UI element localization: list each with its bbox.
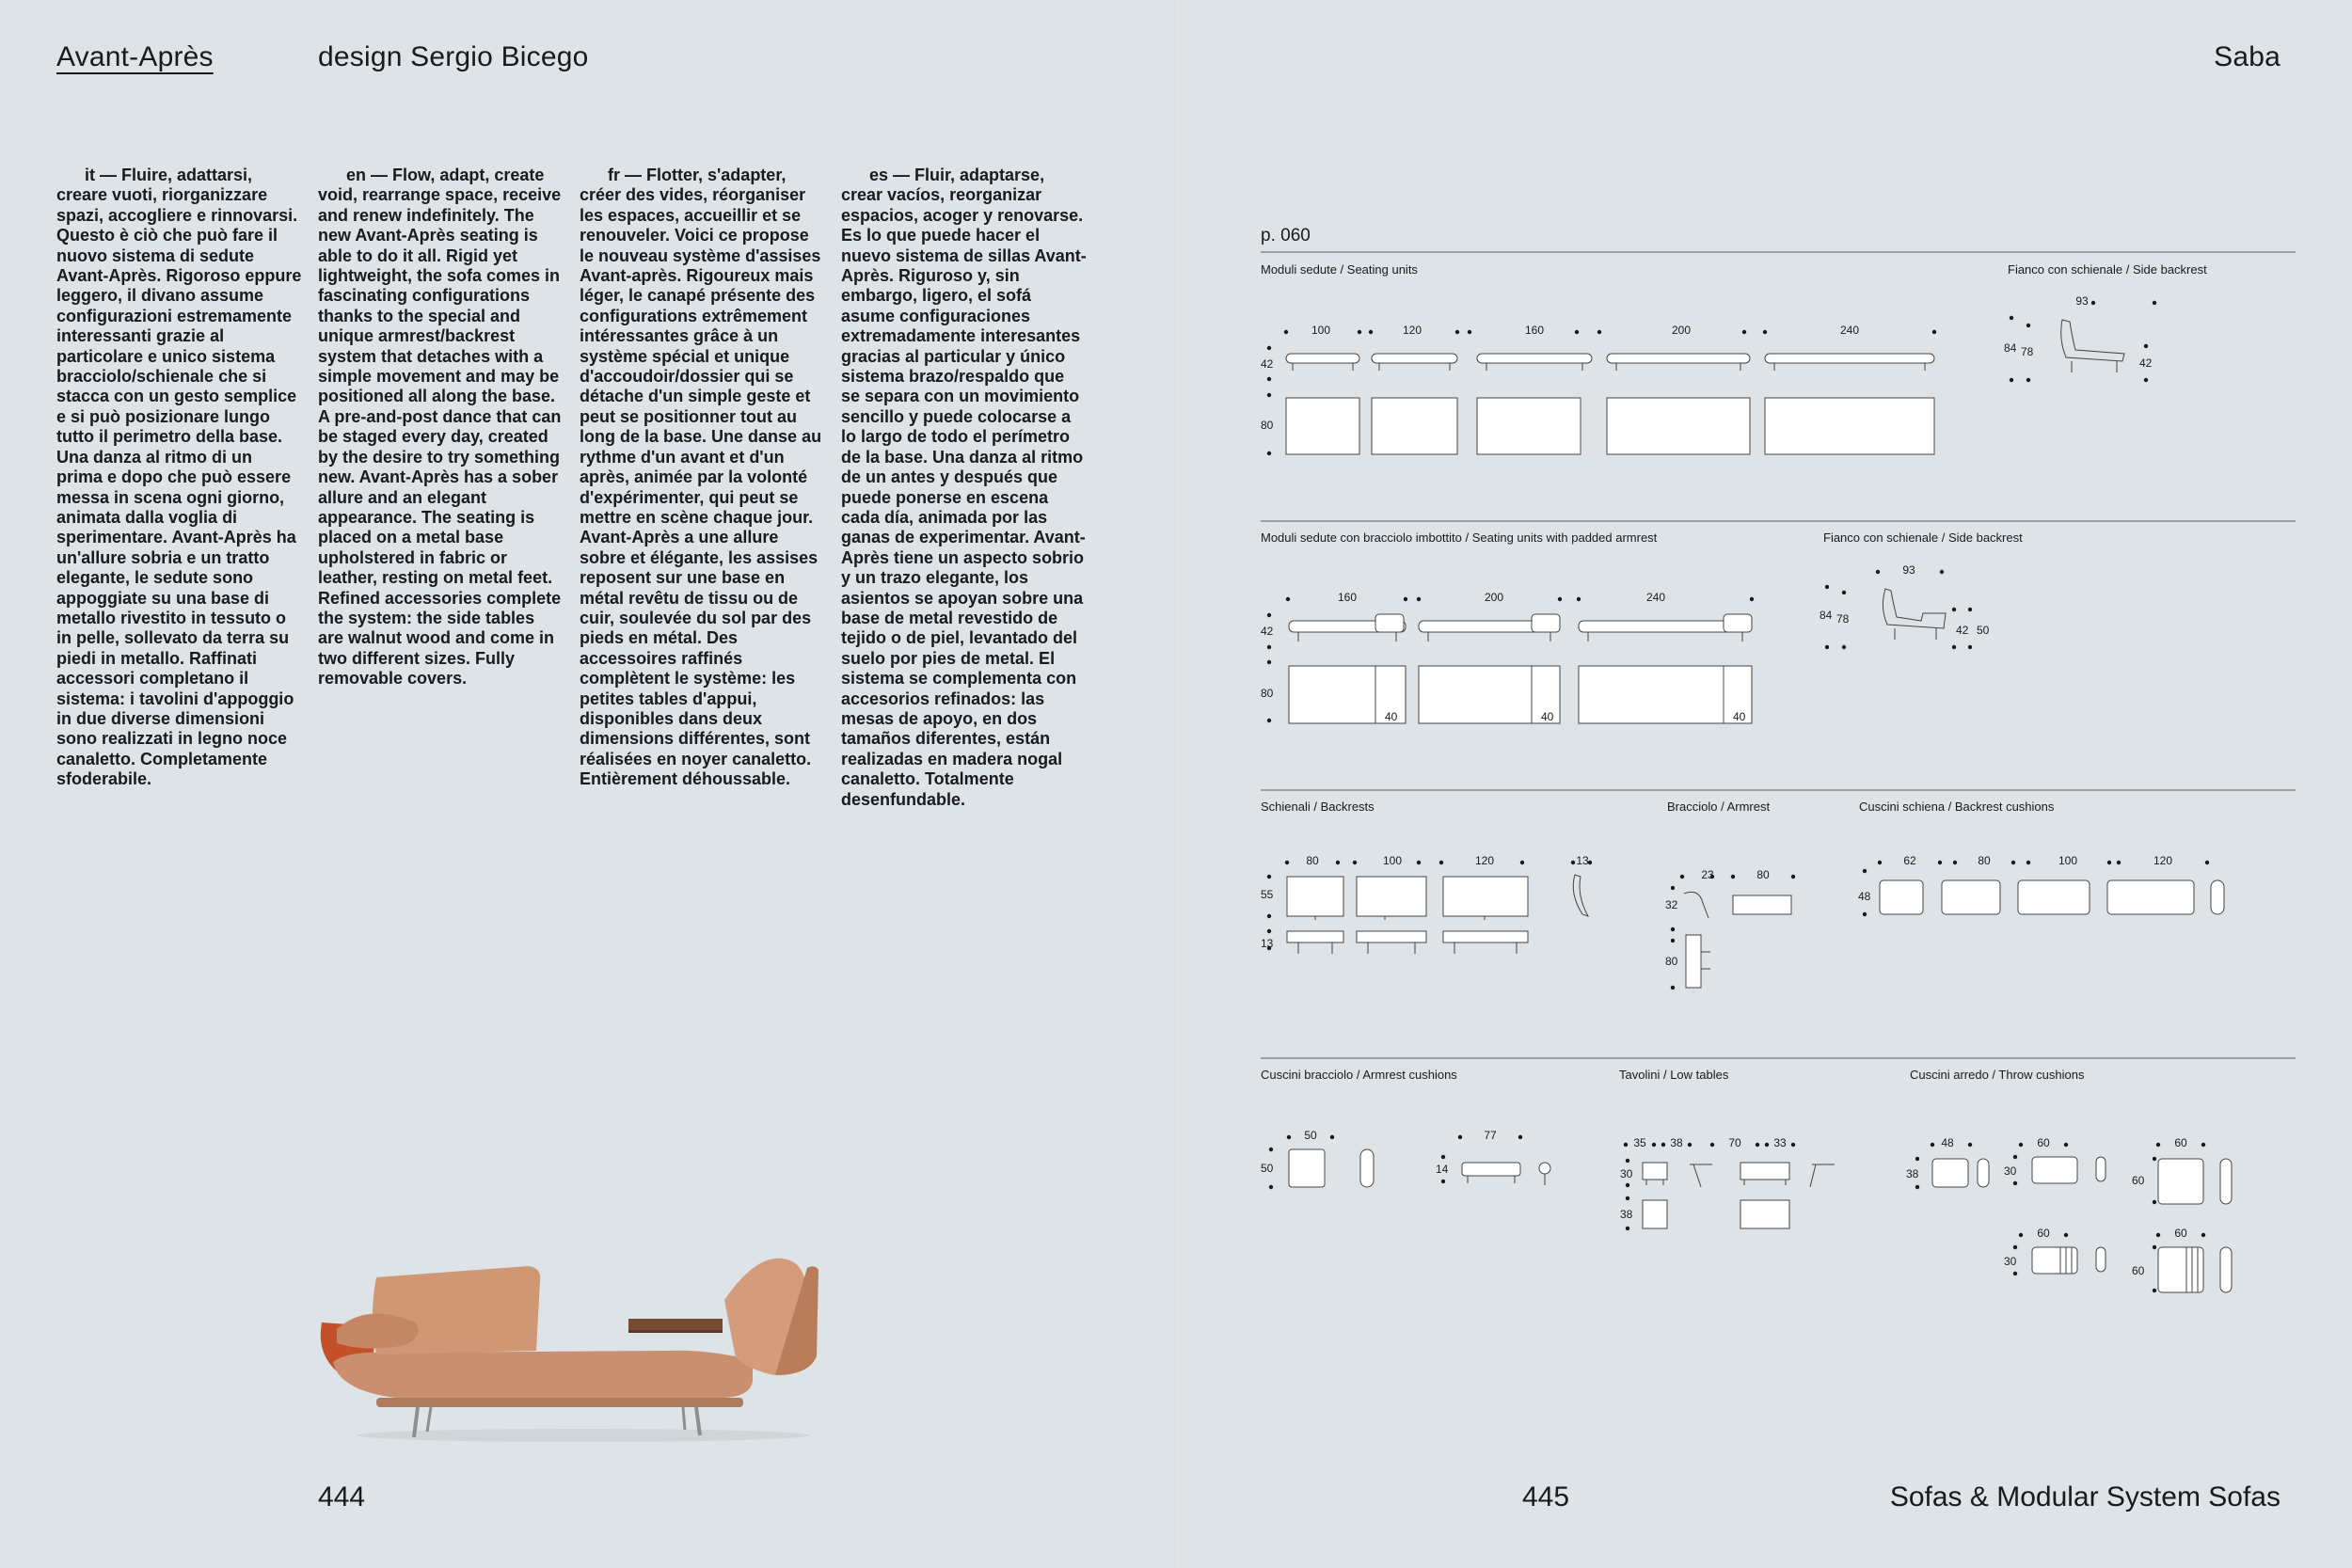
side-height-label: 84	[1820, 609, 1833, 622]
side-width-label: 93	[2075, 294, 2089, 308]
collection-title: Avant-Après	[56, 41, 214, 72]
depth-label: 80	[1261, 687, 1274, 700]
depth-label: 80	[1261, 419, 1274, 432]
throw-label: 60	[2174, 1227, 2187, 1240]
armrest-cushions-title: Cuscini bracciolo / Armrest cushions	[1261, 1068, 1457, 1082]
padded-armrest-title: Moduli sedute con bracciolo imbottito / Seating units with padded armrest	[1261, 531, 1658, 545]
cushion-label: 50	[1304, 1129, 1317, 1142]
text-column-spanish	[841, 166, 1088, 810]
side-seat-label: 42	[2139, 356, 2153, 370]
width-label: 240	[1839, 324, 1860, 337]
cushion-width-label: 120	[2153, 854, 2173, 867]
sofa-photo	[310, 1240, 837, 1447]
side-backrest-title-2: Fianco con schienale / Side backrest	[1823, 531, 2023, 545]
table-label: 30	[1620, 1167, 1633, 1180]
side-backrest-drawing-2	[1883, 589, 1946, 640]
cushion-label: 77	[1484, 1129, 1497, 1142]
backrests-group	[1261, 800, 2224, 990]
paragraph-en: en — Flow, adapt, create void, rearrange space, receive and renew indefinitely. The new Avant-Après seating is able to do it all. Rigid yet lightweight, the sofa comes in fascinating configurations thanks to the special and unique armrest/backrest system that detaches with a simple movement and may be positioned all along the base. A pre-and-post dance that can be staged every day, created by the desire to try something new. Avant-Après has a sober allure and an elegant appearance. The seating is placed on a metal base upholstered in fabric or leather, resting on metal feet. Refined accessories complete the system: the side tables are walnut wood and come in two different sizes. Fully removable covers.	[318, 166, 562, 689]
cushion-label: 14	[1436, 1163, 1449, 1176]
side-seat-label: 42	[1956, 624, 1969, 637]
table-label: 33	[1773, 1136, 1787, 1149]
throw-label: 60	[2174, 1136, 2187, 1149]
padded-armrest-group	[1261, 531, 2023, 723]
armrest-title: Bracciolo / Armrest	[1667, 800, 1771, 814]
throw-label: 30	[2004, 1255, 2017, 1268]
backrest-elevations	[1287, 875, 1588, 954]
height-label: 55	[1261, 888, 1274, 901]
section-title: Sofas & Modular System Sofas	[1889, 1481, 2280, 1513]
height-label: 42	[1261, 357, 1274, 371]
low-table-drawings	[1643, 1163, 1835, 1228]
backrest-cushion-drawings	[1880, 880, 2224, 914]
right-page	[1176, 0, 2352, 1568]
depth-label: 13	[1261, 937, 1274, 950]
armrest-seat-plans	[1289, 666, 1752, 723]
cushion-width-label: 62	[1903, 854, 1916, 867]
throw-cushions-title: Cuscini arredo / Throw cushions	[1910, 1068, 2085, 1082]
width-label: 120	[1402, 324, 1422, 337]
throw-label: 60	[2132, 1174, 2145, 1187]
armrest-label: 80	[1665, 955, 1678, 968]
side-height-label: 78	[2021, 345, 2034, 358]
low-tables-title: Tavolini / Low tables	[1619, 1068, 1729, 1082]
width-label: 240	[1645, 591, 1666, 604]
text-column-italian	[56, 166, 303, 790]
armrest-label: 32	[1665, 898, 1678, 911]
side-width-label: 93	[1902, 563, 1915, 577]
cushion-width-label: 100	[2058, 854, 2078, 867]
brand-name: Saba	[2214, 41, 2280, 72]
cushion-width-label: 80	[1978, 854, 1991, 867]
throw-label: 38	[1906, 1167, 1919, 1180]
backrest-cushions-title: Cuscini schiena / Backrest cushions	[1859, 800, 2055, 814]
seat-elevations	[1286, 354, 1934, 371]
throw-label: 60	[2037, 1136, 2050, 1149]
side-backrest-title: Fianco con schienale / Side backrest	[2008, 262, 2207, 277]
table-label: 38	[1620, 1208, 1633, 1221]
seating-units-group	[1261, 262, 2207, 455]
width-label: 120	[1474, 854, 1495, 867]
page-reference: p. 060	[1261, 226, 1311, 245]
width-label: 160	[1524, 324, 1545, 337]
width-label: 80	[1306, 854, 1319, 867]
width-label: 160	[1337, 591, 1358, 604]
armrest-depth-label: 40	[1733, 710, 1746, 723]
text-column-english	[318, 166, 564, 689]
armrest-drawing	[1684, 892, 1791, 988]
table-label: 70	[1728, 1136, 1741, 1149]
backrests-title: Schienali / Backrests	[1261, 800, 1375, 814]
side-height-label: 84	[2004, 341, 2017, 355]
armrest-depth-label: 40	[1541, 710, 1554, 723]
table-label: 35	[1633, 1136, 1646, 1149]
throw-label: 48	[1941, 1136, 1954, 1149]
width-label: 200	[1671, 324, 1692, 337]
height-label: 42	[1261, 625, 1274, 638]
side-height-label: 78	[1836, 612, 1850, 626]
page-number-right: 445	[1522, 1481, 1570, 1513]
armrest-depth-label: 40	[1385, 710, 1398, 723]
throw-label: 60	[2132, 1264, 2145, 1277]
armrest-cushion-drawings	[1289, 1149, 1550, 1187]
seat-plans	[1286, 398, 1934, 454]
text-column-french	[580, 166, 826, 790]
armrest-seat-elevations	[1289, 614, 1752, 641]
throw-label: 30	[2004, 1164, 2017, 1178]
paragraph-es: es — Fluir, adaptarse, crear vacíos, reorganizar espacios, acoger y renovarse. Es lo que puede hacer el nuevo sistema de sillas Avant-Après. Riguroso y, sin embargo, ligero, el sofá asume configuraciones extremadamente interesantes gracias al particular y único sistema brazo/respaldo que se separa con un movimiento sencillo y puede colocarse a lo largo de todo el perímetro de la base. Una danza al ritmo de un antes y después que puede ponerse en escena cada día, animada por las ganas de experimentar. Avant-Après tiene un aspecto sobrio y un trazo elegante, los asientos se apoyan sobre una base de metal revestido de tejido o de piel, levantado del suelo por pies de metal. El sistema se complementa con accesorios refinados: las mesas de apoyo, en dos tamaños diferentes, están realizadas en madera nogal canaletto. Totalmente desenfundable.	[841, 166, 1087, 809]
width-label: 200	[1484, 591, 1504, 604]
armrest-label: 23	[1701, 868, 1714, 881]
table-label: 38	[1670, 1136, 1683, 1149]
width-label: 100	[1311, 324, 1331, 337]
paragraph-it: it — Fluire, adattarsi, creare vuoti, riorganizzare spazi, accogliere e rinnovarsi. Questo è ciò che può fare il nuovo sistema di sedute Avant-Après. Rigoroso eppure leggero, il divano assume configurazioni estremamente interessanti grazie al particolare e unico sistema bracciolo/schienale che si stacca con un gesto semplice e si può posizionare lungo tutto il perimetro della base. Una danza al ritmo di un prima e dopo che può essere messa in scena ogni giorno, animata dalla voglia di sperimentare. Avant-Après ha un'allure sobria e un tratto elegante, le sedute sono appoggiate su una base di metallo rivestito in tessuto o in pelle, sollevato da terra su piedi in metallo. Raffinati accessori completano il sistema: i tavolini d'appoggio in due diverse dimensioni sono realizzati in legno noce canaletto. Completamente sfoderabile.	[56, 166, 302, 789]
throw-cushion-drawings	[1932, 1157, 2232, 1292]
throw-label: 60	[2037, 1227, 2050, 1240]
designer-credit: design Sergio Bicego	[318, 41, 589, 72]
side-backrest-drawing	[2061, 320, 2124, 372]
side-seat-label: 50	[1977, 624, 1990, 637]
thickness-label: 13	[1576, 854, 1589, 867]
technical-drawings	[1176, 0, 2352, 1392]
accessories-group	[1261, 1068, 2232, 1292]
seating-units-title: Moduli sedute / Seating units	[1261, 262, 1418, 277]
paragraph-fr: fr — Flotter, s'adapter, créer des vides, réorganiser les espaces, accueillir et se renouveler. Voici ce propose le nouveau système d'assises Avant-après. Rigoureux mais léger, le canapé présente des configurations extrêmement intéressantes grâce à un système spécial et unique d'accoudoir/dossier qui se détache d'un simple geste et peut se positionner tout au long de la base. Une danse au rythme d'un avant et d'un après, animée par la volonté d'expérimenter, qui peut se mettre en scène chaque jour. Avant-Après a une allure sobre et élégante, les assises reposent sur une base en métal revêtu de tissu ou de cuir, soulevée du sol par des pieds en métal. Des accessoires raffinés complètent le système: les petites tables d'appui, disponibles dans deux dimensions différentes, sont réalisées en noyer canaletto. Entièrement déhoussable.	[580, 166, 822, 789]
page-number-left: 444	[318, 1481, 366, 1513]
width-label: 100	[1382, 854, 1403, 867]
armrest-label: 80	[1756, 868, 1770, 881]
cushion-label: 50	[1261, 1162, 1274, 1175]
cushion-height-label: 48	[1858, 890, 1871, 903]
